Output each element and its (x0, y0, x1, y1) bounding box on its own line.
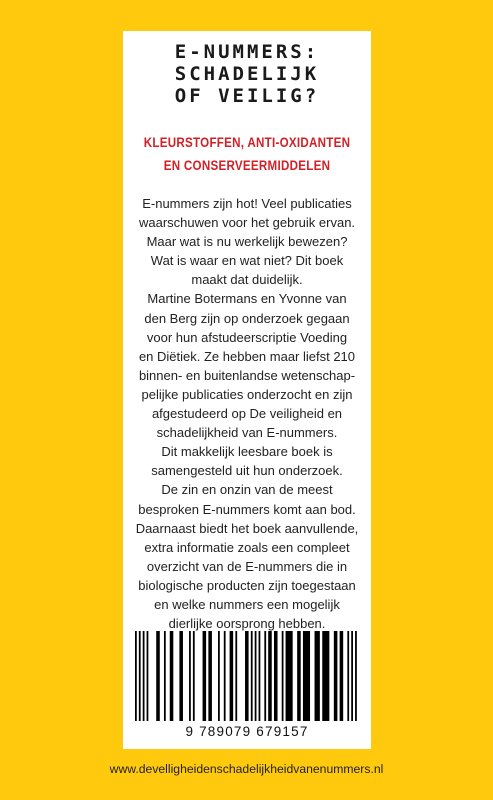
isbn-number: 9 789079 679157 (185, 724, 309, 739)
barcode-bar (208, 631, 212, 721)
blurb-line: en welke nummers een mogelijk (154, 596, 340, 612)
blurb-line: schadelijkheid van E-nummers. (156, 425, 338, 441)
barcode-bar (286, 631, 293, 721)
blurb-line: Wat is waar en wat niet? Dit boek (150, 253, 344, 269)
barcode-bar (235, 631, 237, 721)
blurb-line: Daarnaast biedt het boek aanvullende, (135, 520, 359, 536)
blurb-line: dierlijke oorsprong hebben. (168, 616, 326, 632)
barcode-bar (189, 631, 191, 721)
blurb-line: pelijke publicaties onderzocht en zijn (141, 386, 353, 402)
blurb-line: den Berg zijn op onderzoek gegaan (144, 310, 350, 326)
website-url: www.develligheidenschadelijkheidvanenummers.nl (109, 762, 384, 776)
title-line-3: OF VEILIG? (174, 85, 320, 107)
blurb-line: besproken E-nummers komt aan bod. (138, 501, 356, 517)
barcode-bar (245, 631, 249, 721)
title-line-2: SCHADELIJK (174, 63, 320, 85)
barcode-bar (147, 631, 149, 721)
title-line-1: E-NUMMERS: (174, 41, 320, 63)
blurb-line: voor hun afstudeerscriptie Voeding (146, 329, 348, 345)
isbn-barcode (135, 631, 357, 721)
barcode-bar (322, 631, 329, 721)
blurb-line: afgestudeerd op De veiligheid en (151, 406, 343, 422)
blurb-text (123, 194, 371, 633)
subtitle-line-2: EN CONSERVEERMIDDELEN (163, 158, 331, 173)
book-subtitle (140, 131, 353, 177)
barcode-bar (224, 631, 226, 721)
barcode-bar (351, 631, 353, 721)
barcode-bar (264, 631, 266, 721)
blurb-line: Maar wat is nu werkelijk bewezen? (146, 234, 348, 250)
blurb-line: E-nummers zijn hot! Veel publicaties (142, 196, 352, 211)
barcode-bar (218, 631, 220, 721)
barcode-bar (135, 631, 137, 721)
barcode-bar (340, 631, 344, 721)
barcode-bar (143, 631, 145, 721)
subtitle-line-1: KLEURSTOFFEN, ANTI-OXIDANTEN (143, 135, 351, 150)
barcode-bar (334, 631, 338, 721)
barcode-bar (282, 631, 284, 721)
barcode-bar (193, 631, 195, 721)
barcode-bar (203, 631, 207, 721)
blurb-line: waarschuwen voor het gebruik ervan. (138, 215, 356, 231)
barcode-bar (179, 631, 183, 721)
barcode-bar (230, 631, 234, 721)
barcode-bar (268, 631, 272, 721)
barcode-bar (164, 631, 166, 721)
blurb-line: Dit makkelijk leesbare boek is (161, 444, 333, 460)
blurb-line: en Diëtiek. Ze hebben maar liefst 210 (138, 348, 356, 364)
book-title (123, 41, 371, 107)
barcode-bar (259, 631, 261, 721)
barcode-bar (274, 631, 278, 721)
barcode-bar (156, 631, 160, 721)
blurb-line: De zin en onzin van de meest (161, 482, 333, 498)
blurb-line: maakt dat duidelijk. (191, 272, 303, 288)
blurb-line: Martine Botermans en Yvonne van (147, 291, 347, 307)
barcode-bar (297, 631, 301, 721)
barcode-bar (255, 631, 257, 721)
barcode-bar (315, 631, 320, 721)
barcode-bar (347, 631, 349, 721)
blurb-line: extra informatie zoals een compleet (144, 539, 350, 555)
blurb-line: samengesteld uit hun onderzoek. (151, 463, 343, 479)
barcode-bar (355, 631, 357, 721)
barcode-bar (139, 631, 141, 721)
barcode-bar (303, 631, 310, 721)
blurb-line: overzicht van de E-nummers die in (146, 558, 348, 574)
barcode-bar (251, 631, 253, 721)
back-cover-panel (123, 31, 371, 749)
blurb-line: biologische producten zijn toegestaan (138, 577, 356, 593)
barcode-bar (170, 631, 174, 721)
blurb-line: binnen- en buitenlandse wetenschap- (138, 367, 356, 383)
